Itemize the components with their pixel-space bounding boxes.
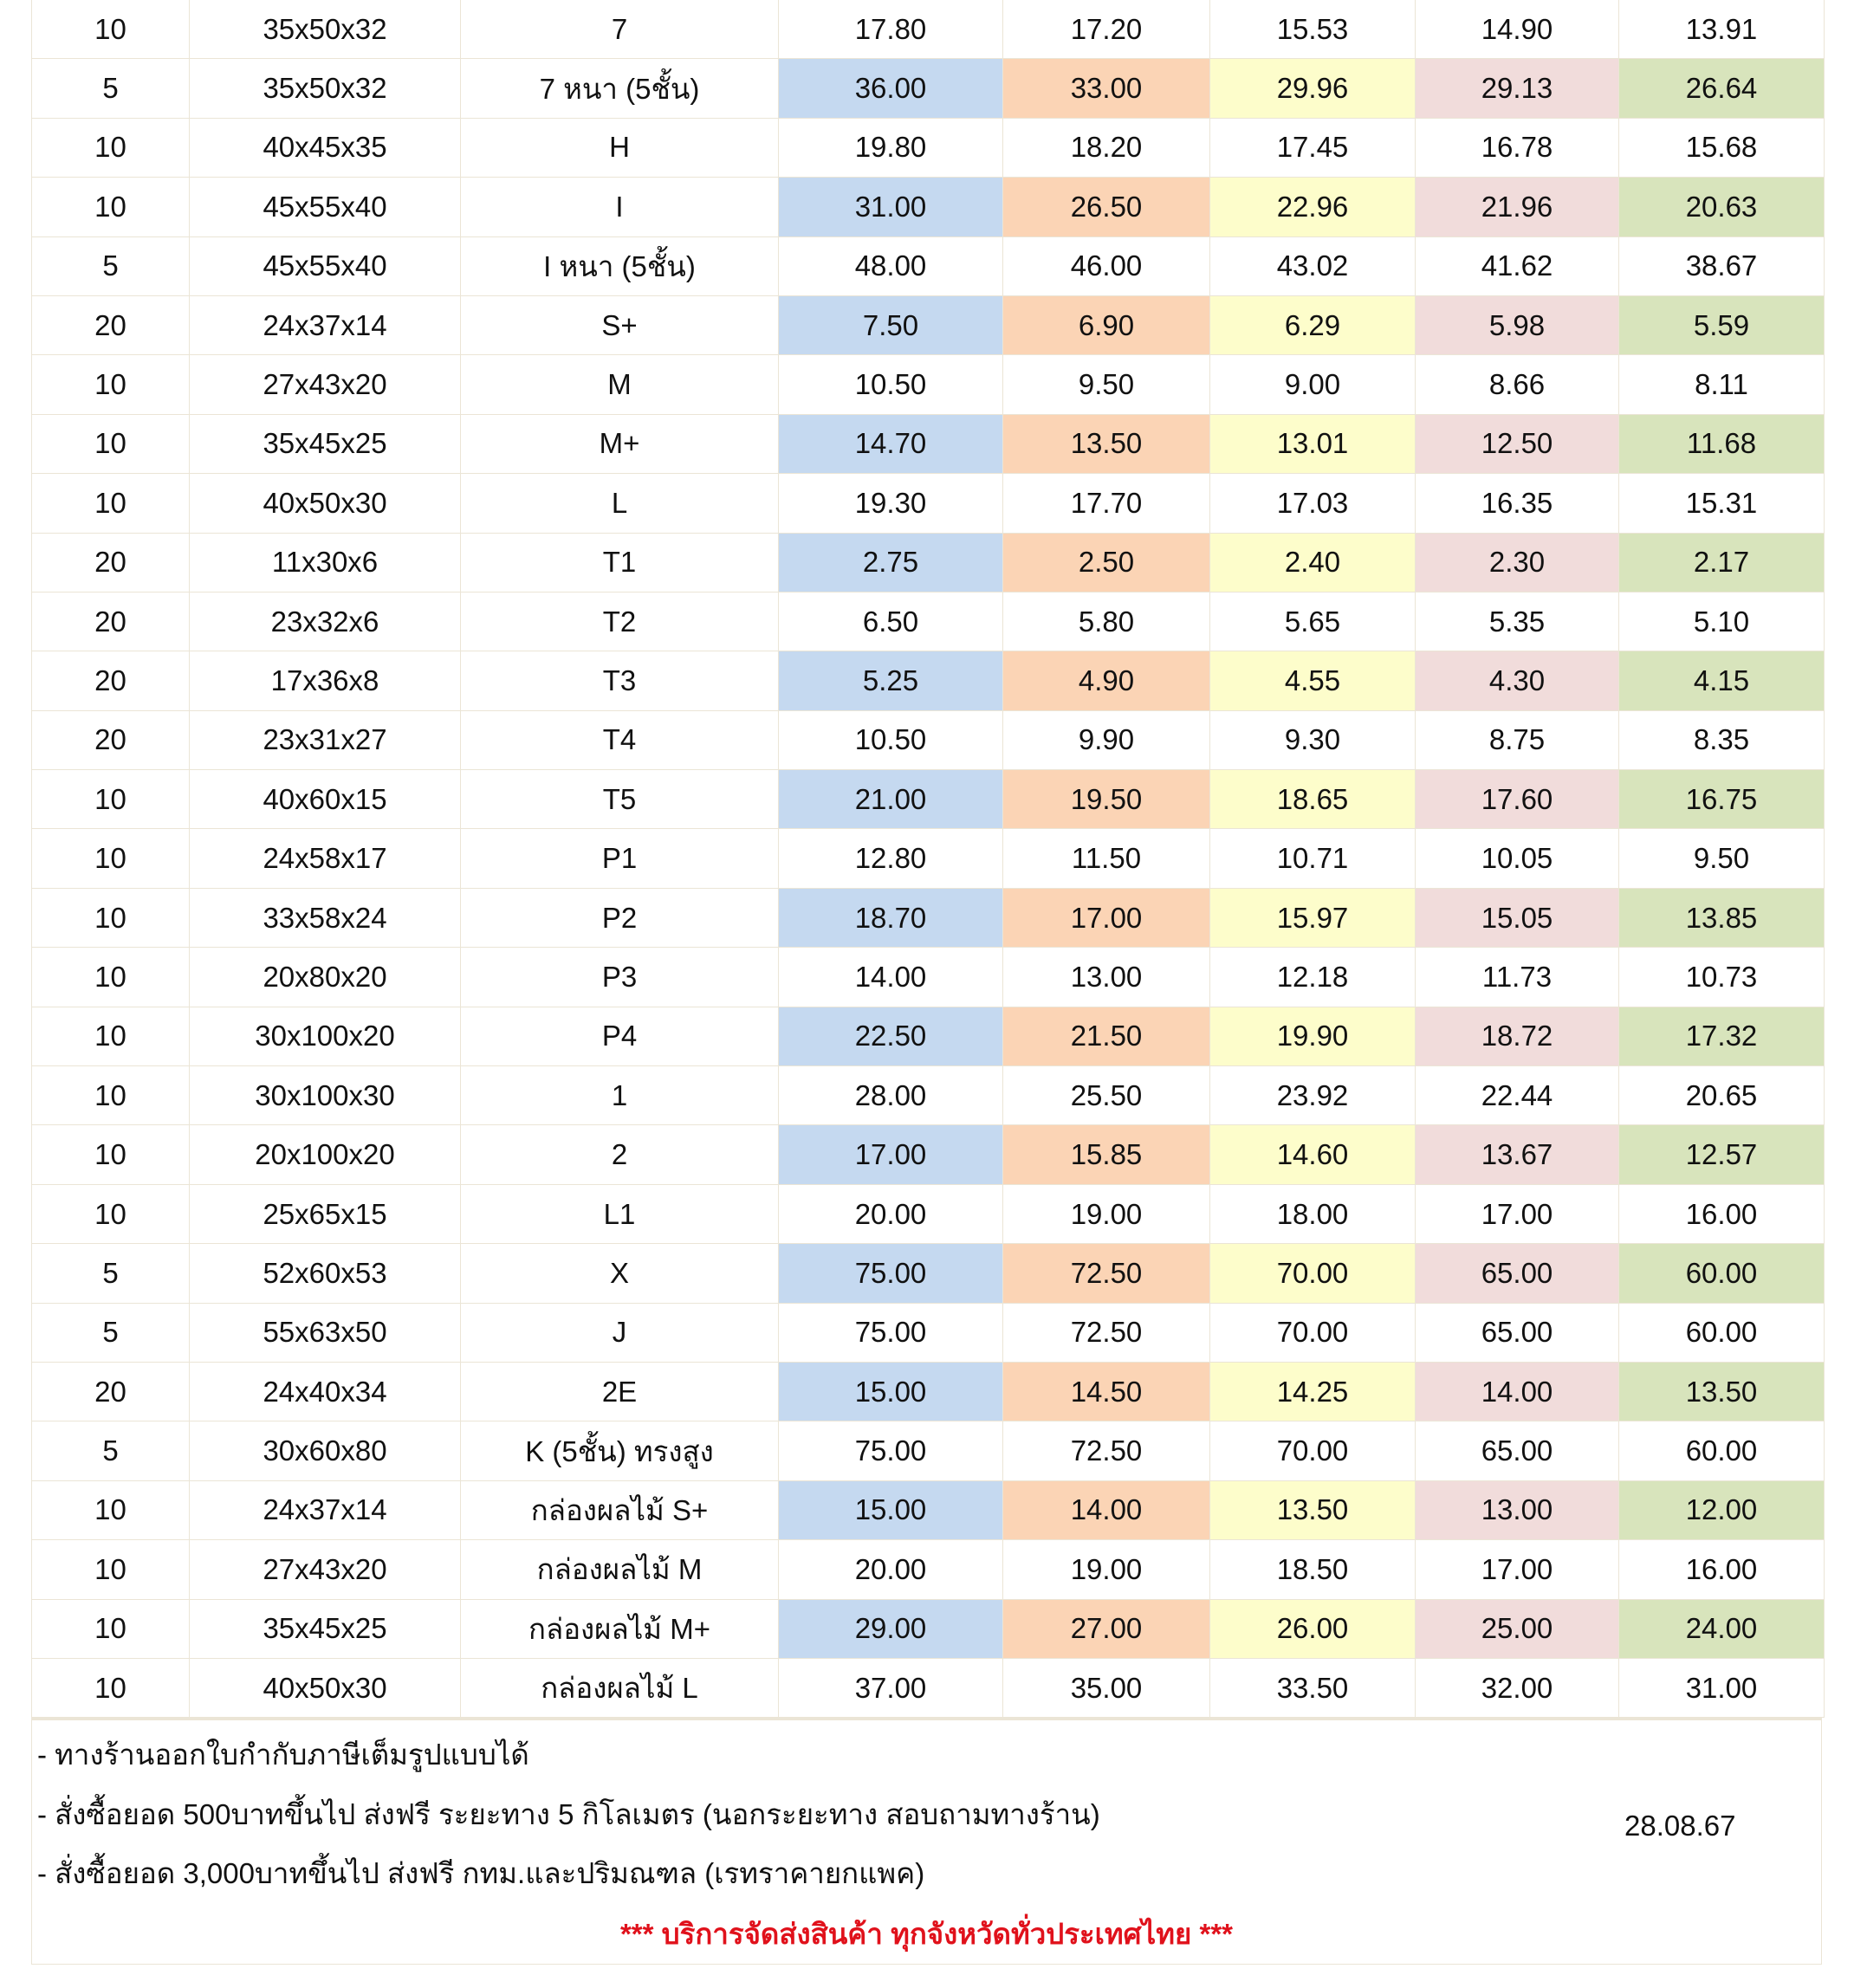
price-tier-1-cell: 10.50 — [779, 355, 1003, 414]
qty-cell: 10 — [32, 770, 190, 829]
qty-cell: 10 — [32, 1480, 190, 1539]
price-tier-4-cell: 41.62 — [1416, 236, 1619, 295]
price-tier-3-cell: 5.65 — [1210, 592, 1416, 651]
price-tier-1-cell: 37.00 — [779, 1658, 1003, 1717]
price-tier-4-cell: 8.75 — [1416, 710, 1619, 769]
table-row — [32, 533, 1825, 592]
price-tier-3-cell: 12.18 — [1210, 948, 1416, 1007]
box-code-cell: T5 — [461, 770, 779, 829]
price-tier-2-cell: 21.50 — [1003, 1007, 1210, 1065]
qty-cell: 5 — [32, 1421, 190, 1480]
size-cell: 35x45x25 — [190, 414, 461, 473]
price-tier-4-cell: 5.35 — [1416, 592, 1619, 651]
price-tier-2-cell: 9.50 — [1003, 355, 1210, 414]
box-code-cell: L — [461, 474, 779, 533]
box-code-cell: I หนา (5ชั้น) — [461, 236, 779, 295]
price-tier-3-cell: 70.00 — [1210, 1303, 1416, 1362]
price-tier-5-cell: 16.00 — [1619, 1540, 1825, 1599]
box-code-cell: P4 — [461, 1007, 779, 1065]
price-tier-3-cell: 18.65 — [1210, 770, 1416, 829]
box-code-cell: P2 — [461, 888, 779, 947]
box-code-cell: L1 — [461, 1184, 779, 1243]
price-tier-1-cell: 48.00 — [779, 236, 1003, 295]
price-tier-5-cell: 24.00 — [1619, 1599, 1825, 1658]
box-code-cell: 7 — [461, 0, 779, 59]
price-date: 28.08.67 — [1624, 1810, 1736, 1842]
price-tier-5-cell: 5.10 — [1619, 592, 1825, 651]
price-tier-5-cell: 16.75 — [1619, 770, 1825, 829]
table-row — [32, 1540, 1825, 1599]
price-tier-4-cell: 16.35 — [1416, 474, 1619, 533]
table-row — [32, 414, 1825, 473]
table-row — [32, 1244, 1825, 1303]
qty-cell: 10 — [32, 1125, 190, 1184]
qty-cell: 10 — [32, 474, 190, 533]
table-row — [32, 710, 1825, 769]
table-row — [32, 1421, 1825, 1480]
size-cell: 33x58x24 — [190, 888, 461, 947]
price-tier-1-cell: 14.00 — [779, 948, 1003, 1007]
price-tier-4-cell: 16.78 — [1416, 118, 1619, 177]
qty-cell: 10 — [32, 888, 190, 947]
qty-cell: 10 — [32, 178, 190, 236]
qty-cell: 10 — [32, 0, 190, 59]
price-tier-2-cell: 27.00 — [1003, 1599, 1210, 1658]
price-tier-1-cell: 15.00 — [779, 1480, 1003, 1539]
price-tier-5-cell: 17.32 — [1619, 1007, 1825, 1065]
price-tier-5-cell: 2.17 — [1619, 533, 1825, 592]
price-tier-4-cell: 15.05 — [1416, 888, 1619, 947]
note-free-delivery-bangkok: - สั่งซื้อยอด 3,000บาทขึ้นไป ส่งฟรี กทม.และปริมณฑล (เรทราคายกแพค) — [37, 1857, 925, 1889]
box-code-cell: M — [461, 355, 779, 414]
price-tier-3-cell: 17.45 — [1210, 118, 1416, 177]
price-tier-5-cell: 8.35 — [1619, 710, 1825, 769]
qty-cell: 5 — [32, 59, 190, 118]
price-tier-4-cell: 8.66 — [1416, 355, 1619, 414]
box-price-table — [31, 0, 1825, 1718]
price-tier-2-cell: 14.00 — [1003, 1480, 1210, 1539]
price-tier-4-cell: 65.00 — [1416, 1244, 1619, 1303]
box-code-cell: P3 — [461, 948, 779, 1007]
price-tier-4-cell: 10.05 — [1416, 829, 1619, 888]
price-tier-3-cell: 6.29 — [1210, 295, 1416, 354]
price-tier-4-cell: 17.00 — [1416, 1540, 1619, 1599]
price-tier-4-cell: 22.44 — [1416, 1066, 1619, 1125]
price-tier-2-cell: 25.50 — [1003, 1066, 1210, 1125]
price-tier-5-cell: 26.64 — [1619, 59, 1825, 118]
price-tier-5-cell: 15.31 — [1619, 474, 1825, 533]
price-tier-2-cell: 17.20 — [1003, 0, 1210, 59]
price-tier-3-cell: 26.00 — [1210, 1599, 1416, 1658]
price-tier-4-cell: 13.67 — [1416, 1125, 1619, 1184]
price-tier-4-cell: 11.73 — [1416, 948, 1619, 1007]
price-tier-5-cell: 38.67 — [1619, 236, 1825, 295]
table-row — [32, 770, 1825, 829]
qty-cell: 10 — [32, 355, 190, 414]
notes-section — [31, 1718, 1822, 1965]
price-tier-2-cell: 17.00 — [1003, 888, 1210, 947]
price-tier-1-cell: 14.70 — [779, 414, 1003, 473]
nationwide-shipping-banner: *** บริการจัดส่งสินค้า ทุกจังหวัดทั่วประเทศไทย *** — [619, 1918, 1234, 1950]
price-tier-2-cell: 9.90 — [1003, 710, 1210, 769]
price-tier-2-cell: 26.50 — [1003, 178, 1210, 236]
price-tier-1-cell: 6.50 — [779, 592, 1003, 651]
price-tier-1-cell: 36.00 — [779, 59, 1003, 118]
size-cell: 35x45x25 — [190, 1599, 461, 1658]
price-tier-3-cell: 18.50 — [1210, 1540, 1416, 1599]
size-cell: 27x43x20 — [190, 355, 461, 414]
price-tier-4-cell: 2.30 — [1416, 533, 1619, 592]
size-cell: 52x60x53 — [190, 1244, 461, 1303]
table-row — [32, 118, 1825, 177]
price-tier-1-cell: 18.70 — [779, 888, 1003, 947]
price-tier-1-cell: 17.80 — [779, 0, 1003, 59]
qty-cell: 5 — [32, 1303, 190, 1362]
size-cell: 17x36x8 — [190, 651, 461, 710]
box-code-cell: กล่องผลไม้ M — [461, 1540, 779, 1599]
price-tier-2-cell: 19.50 — [1003, 770, 1210, 829]
price-tier-2-cell: 72.50 — [1003, 1421, 1210, 1480]
price-tier-1-cell: 2.75 — [779, 533, 1003, 592]
qty-cell: 10 — [32, 414, 190, 473]
box-code-cell: กล่องผลไม้ S+ — [461, 1480, 779, 1539]
price-tier-1-cell: 29.00 — [779, 1599, 1003, 1658]
box-code-cell: X — [461, 1244, 779, 1303]
qty-cell: 10 — [32, 1599, 190, 1658]
price-tier-4-cell: 4.30 — [1416, 651, 1619, 710]
price-tier-3-cell: 9.00 — [1210, 355, 1416, 414]
qty-cell: 5 — [32, 1244, 190, 1303]
price-tier-2-cell: 19.00 — [1003, 1540, 1210, 1599]
note-tax-invoice: - ทางร้านออกใบกำกับภาษีเต็มรูปแบบได้ — [37, 1739, 529, 1771]
price-tier-1-cell: 28.00 — [779, 1066, 1003, 1125]
price-tier-4-cell: 12.50 — [1416, 414, 1619, 473]
price-tier-4-cell: 25.00 — [1416, 1599, 1619, 1658]
price-tier-1-cell: 17.00 — [779, 1125, 1003, 1184]
box-code-cell: กล่องผลไม้ M+ — [461, 1599, 779, 1658]
price-tier-5-cell: 31.00 — [1619, 1658, 1825, 1717]
size-cell: 40x50x30 — [190, 474, 461, 533]
qty-cell: 20 — [32, 533, 190, 592]
price-tier-3-cell: 70.00 — [1210, 1244, 1416, 1303]
table-row — [32, 1658, 1825, 1717]
size-cell: 45x55x40 — [190, 178, 461, 236]
size-cell: 24x58x17 — [190, 829, 461, 888]
table-row — [32, 1303, 1825, 1362]
qty-cell: 10 — [32, 1540, 190, 1599]
price-tier-2-cell: 33.00 — [1003, 59, 1210, 118]
price-tier-2-cell: 15.85 — [1003, 1125, 1210, 1184]
price-tier-2-cell: 11.50 — [1003, 829, 1210, 888]
qty-cell: 10 — [32, 1007, 190, 1065]
price-tier-4-cell: 18.72 — [1416, 1007, 1619, 1065]
price-tier-5-cell: 20.63 — [1619, 178, 1825, 236]
qty-cell: 20 — [32, 651, 190, 710]
table-row — [32, 295, 1825, 354]
size-cell: 27x43x20 — [190, 1540, 461, 1599]
price-tier-2-cell: 35.00 — [1003, 1658, 1210, 1717]
size-cell: 45x55x40 — [190, 236, 461, 295]
price-tier-3-cell: 14.25 — [1210, 1362, 1416, 1421]
qty-cell: 10 — [32, 1184, 190, 1243]
qty-cell: 10 — [32, 1658, 190, 1717]
price-tier-4-cell: 29.13 — [1416, 59, 1619, 118]
price-tier-1-cell: 22.50 — [779, 1007, 1003, 1065]
qty-cell: 10 — [32, 829, 190, 888]
price-tier-2-cell: 14.50 — [1003, 1362, 1210, 1421]
price-tier-3-cell: 33.50 — [1210, 1658, 1416, 1717]
table-row — [32, 236, 1825, 295]
price-tier-3-cell: 29.96 — [1210, 59, 1416, 118]
box-code-cell: กล่องผลไม้ L — [461, 1658, 779, 1717]
price-tier-3-cell: 13.01 — [1210, 414, 1416, 473]
price-tier-2-cell: 72.50 — [1003, 1303, 1210, 1362]
box-code-cell: K (5ชั้น) ทรงสูง — [461, 1421, 779, 1480]
table-body — [32, 0, 1825, 1718]
size-cell: 11x30x6 — [190, 533, 461, 592]
price-tier-4-cell: 65.00 — [1416, 1421, 1619, 1480]
table-row — [32, 1480, 1825, 1539]
size-cell: 20x80x20 — [190, 948, 461, 1007]
box-code-cell: H — [461, 118, 779, 177]
table-row — [32, 1125, 1825, 1184]
note-free-delivery-5km: - สั่งซื้อยอด 500บาทขึ้นไป ส่งฟรี ระยะทาง 5 กิโลเมตร (นอกระยะทาง สอบถามทางร้าน) — [37, 1798, 1100, 1830]
price-tier-5-cell: 10.73 — [1619, 948, 1825, 1007]
price-tier-3-cell: 17.03 — [1210, 474, 1416, 533]
price-tier-5-cell: 13.91 — [1619, 0, 1825, 59]
price-table-container — [31, 0, 1824, 1718]
price-tier-1-cell: 15.00 — [779, 1362, 1003, 1421]
price-tier-5-cell: 16.00 — [1619, 1184, 1825, 1243]
size-cell: 20x100x20 — [190, 1125, 461, 1184]
box-code-cell: S+ — [461, 295, 779, 354]
table-row — [32, 355, 1825, 414]
size-cell: 40x50x30 — [190, 1658, 461, 1717]
size-cell: 40x45x35 — [190, 118, 461, 177]
price-tier-4-cell: 17.00 — [1416, 1184, 1619, 1243]
box-code-cell: 2E — [461, 1362, 779, 1421]
size-cell: 23x31x27 — [190, 710, 461, 769]
size-cell: 35x50x32 — [190, 59, 461, 118]
price-tier-3-cell: 10.71 — [1210, 829, 1416, 888]
qty-cell: 10 — [32, 118, 190, 177]
price-tier-1-cell: 19.30 — [779, 474, 1003, 533]
box-code-cell: M+ — [461, 414, 779, 473]
qty-cell: 5 — [32, 236, 190, 295]
size-cell: 24x37x14 — [190, 295, 461, 354]
price-tier-1-cell: 5.25 — [779, 651, 1003, 710]
price-tier-2-cell: 18.20 — [1003, 118, 1210, 177]
price-tier-5-cell: 13.50 — [1619, 1362, 1825, 1421]
price-tier-3-cell: 13.50 — [1210, 1480, 1416, 1539]
price-tier-1-cell: 75.00 — [779, 1421, 1003, 1480]
price-tier-3-cell: 18.00 — [1210, 1184, 1416, 1243]
price-tier-5-cell: 9.50 — [1619, 829, 1825, 888]
price-tier-4-cell: 14.00 — [1416, 1362, 1619, 1421]
table-row — [32, 829, 1825, 888]
price-tier-4-cell: 21.96 — [1416, 178, 1619, 236]
size-cell: 23x32x6 — [190, 592, 461, 651]
qty-cell: 20 — [32, 592, 190, 651]
price-tier-5-cell: 11.68 — [1619, 414, 1825, 473]
price-tier-5-cell: 8.11 — [1619, 355, 1825, 414]
table-row — [32, 651, 1825, 710]
qty-cell: 20 — [32, 1362, 190, 1421]
price-tier-5-cell: 60.00 — [1619, 1244, 1825, 1303]
price-tier-3-cell: 19.90 — [1210, 1007, 1416, 1065]
price-tier-5-cell: 60.00 — [1619, 1303, 1825, 1362]
price-tier-1-cell: 20.00 — [779, 1184, 1003, 1243]
size-cell: 55x63x50 — [190, 1303, 461, 1362]
price-tier-2-cell: 17.70 — [1003, 474, 1210, 533]
price-tier-5-cell: 20.65 — [1619, 1066, 1825, 1125]
price-tier-3-cell: 14.60 — [1210, 1125, 1416, 1184]
size-cell: 25x65x15 — [190, 1184, 461, 1243]
qty-cell: 10 — [32, 948, 190, 1007]
price-tier-5-cell: 5.59 — [1619, 295, 1825, 354]
table-row — [32, 474, 1825, 533]
price-tier-3-cell: 15.53 — [1210, 0, 1416, 59]
table-row — [32, 0, 1825, 59]
price-tier-4-cell: 14.90 — [1416, 0, 1619, 59]
price-tier-2-cell: 72.50 — [1003, 1244, 1210, 1303]
price-tier-4-cell: 32.00 — [1416, 1658, 1619, 1717]
price-tier-3-cell: 9.30 — [1210, 710, 1416, 769]
box-code-cell: P1 — [461, 829, 779, 888]
size-cell: 30x60x80 — [190, 1421, 461, 1480]
price-tier-5-cell: 13.85 — [1619, 888, 1825, 947]
size-cell: 40x60x15 — [190, 770, 461, 829]
price-tier-4-cell: 17.60 — [1416, 770, 1619, 829]
box-code-cell: I — [461, 178, 779, 236]
price-tier-2-cell: 19.00 — [1003, 1184, 1210, 1243]
price-tier-4-cell: 65.00 — [1416, 1303, 1619, 1362]
table-row — [32, 59, 1825, 118]
price-tier-1-cell: 20.00 — [779, 1540, 1003, 1599]
table-row — [32, 1362, 1825, 1421]
price-tier-4-cell: 13.00 — [1416, 1480, 1619, 1539]
box-code-cell: T3 — [461, 651, 779, 710]
price-tier-2-cell: 46.00 — [1003, 236, 1210, 295]
box-code-cell: T4 — [461, 710, 779, 769]
size-cell: 24x40x34 — [190, 1362, 461, 1421]
size-cell: 35x50x32 — [190, 0, 461, 59]
price-tier-5-cell: 60.00 — [1619, 1421, 1825, 1480]
table-row — [32, 592, 1825, 651]
price-tier-1-cell: 31.00 — [779, 178, 1003, 236]
size-cell: 30x100x30 — [190, 1066, 461, 1125]
box-code-cell: 2 — [461, 1125, 779, 1184]
qty-cell: 20 — [32, 295, 190, 354]
size-cell: 30x100x20 — [190, 1007, 461, 1065]
table-row — [32, 1599, 1825, 1658]
table-row — [32, 1184, 1825, 1243]
price-tier-3-cell: 2.40 — [1210, 533, 1416, 592]
box-code-cell: 7 หนา (5ชั้น) — [461, 59, 779, 118]
price-tier-3-cell: 23.92 — [1210, 1066, 1416, 1125]
table-row — [32, 1066, 1825, 1125]
price-tier-1-cell: 75.00 — [779, 1244, 1003, 1303]
price-tier-3-cell: 43.02 — [1210, 236, 1416, 295]
box-code-cell: T2 — [461, 592, 779, 651]
price-tier-1-cell: 12.80 — [779, 829, 1003, 888]
price-tier-5-cell: 15.68 — [1619, 118, 1825, 177]
price-tier-1-cell: 21.00 — [779, 770, 1003, 829]
size-cell: 24x37x14 — [190, 1480, 461, 1539]
price-tier-5-cell: 12.00 — [1619, 1480, 1825, 1539]
price-tier-1-cell: 75.00 — [779, 1303, 1003, 1362]
price-tier-1-cell: 10.50 — [779, 710, 1003, 769]
table-row — [32, 178, 1825, 236]
price-tier-3-cell: 4.55 — [1210, 651, 1416, 710]
box-code-cell: T1 — [461, 533, 779, 592]
price-tier-5-cell: 4.15 — [1619, 651, 1825, 710]
box-code-cell: 1 — [461, 1066, 779, 1125]
price-tier-2-cell: 6.90 — [1003, 295, 1210, 354]
qty-cell: 20 — [32, 710, 190, 769]
table-row — [32, 948, 1825, 1007]
qty-cell: 10 — [32, 1066, 190, 1125]
price-tier-2-cell: 5.80 — [1003, 592, 1210, 651]
price-tier-5-cell: 12.57 — [1619, 1125, 1825, 1184]
price-tier-2-cell: 13.50 — [1003, 414, 1210, 473]
price-tier-3-cell: 22.96 — [1210, 178, 1416, 236]
table-row — [32, 1007, 1825, 1065]
price-tier-4-cell: 5.98 — [1416, 295, 1619, 354]
price-tier-2-cell: 4.90 — [1003, 651, 1210, 710]
price-tier-1-cell: 7.50 — [779, 295, 1003, 354]
box-code-cell: J — [461, 1303, 779, 1362]
price-tier-3-cell: 70.00 — [1210, 1421, 1416, 1480]
table-row — [32, 888, 1825, 947]
price-tier-3-cell: 15.97 — [1210, 888, 1416, 947]
price-tier-2-cell: 2.50 — [1003, 533, 1210, 592]
price-tier-2-cell: 13.00 — [1003, 948, 1210, 1007]
price-tier-1-cell: 19.80 — [779, 118, 1003, 177]
